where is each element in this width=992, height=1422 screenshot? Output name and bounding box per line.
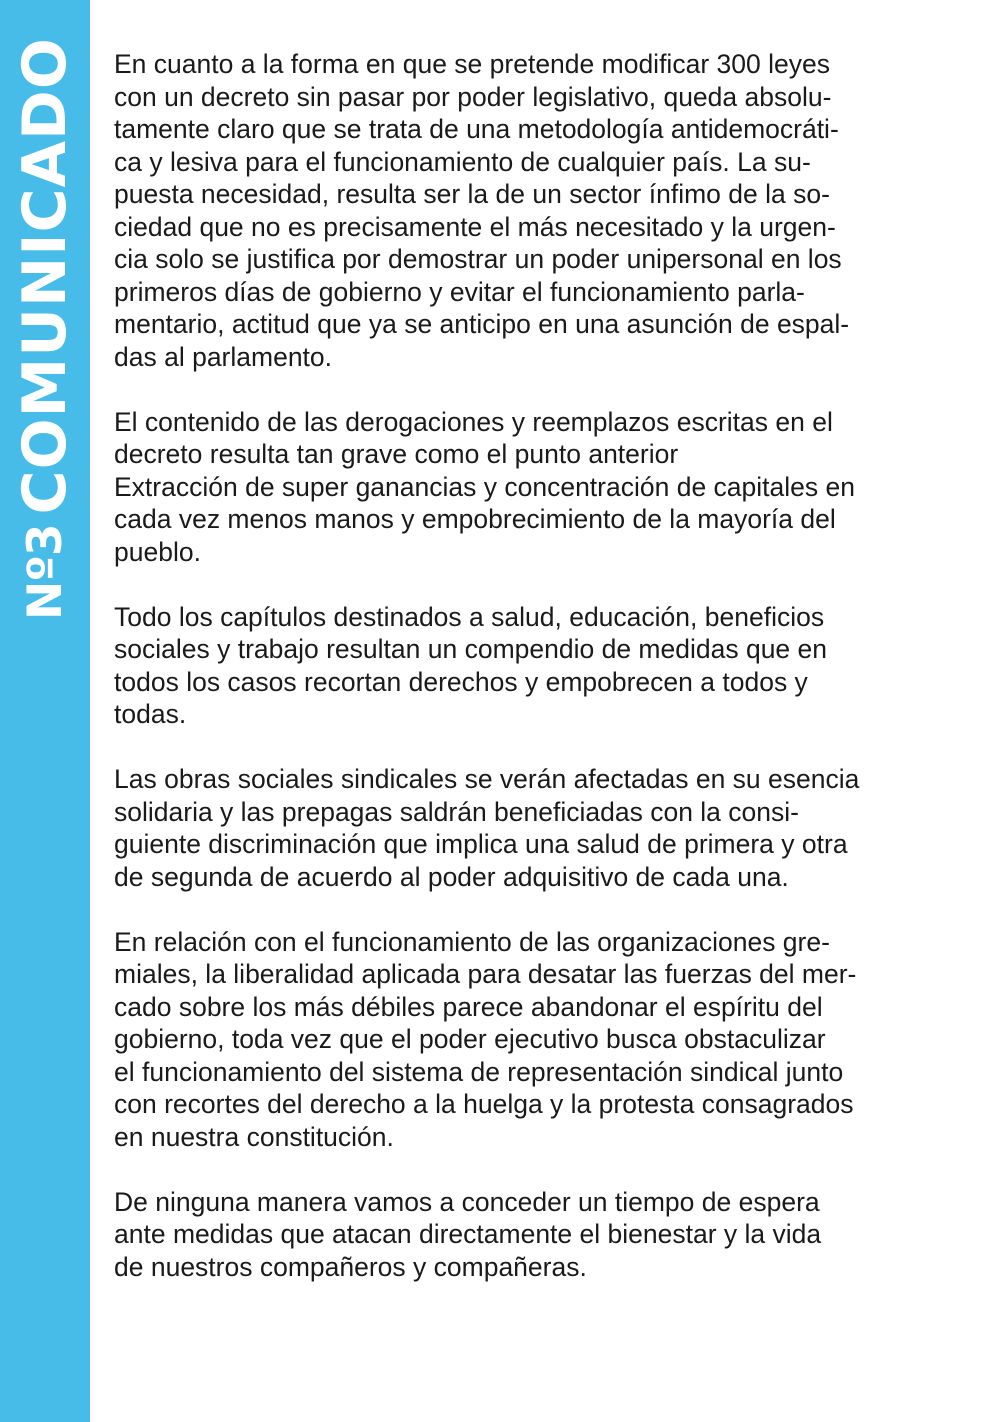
text-line: de nuestros compañeros y compañeras. <box>114 1251 587 1282</box>
text-line: cia solo se justifica por demostrar un poder unipersonal en los <box>114 244 842 274</box>
text-line: cado sobre los más débiles parece abandonar el espíritu del <box>114 991 823 1022</box>
text-line: todas. <box>114 699 187 729</box>
text-line: Extracción de super ganancias y concentración de capitales en <box>114 471 855 502</box>
text-line: Todo los capítulos destinados a salud, educación, beneficios <box>114 601 825 632</box>
text-line: das al parlamento. <box>114 341 333 372</box>
paragraph-decree-content <box>114 406 964 569</box>
sidebar-band <box>0 0 90 1422</box>
text-line: con recortes del derecho a la huelga y la protesta consagrados <box>114 1089 854 1119</box>
text-line: ca y lesiva para el funcionamiento de cualquier país. La su- <box>114 146 811 177</box>
text-line: tamente claro que se trata de una metodología antidemocráti- <box>114 114 839 144</box>
text-line: ante medidas que atacan directamente el bienestar y la vida <box>114 1219 822 1249</box>
text-line: gobierno, toda vez que el poder ejecutivo busca obstaculizar <box>114 1024 826 1054</box>
issue-number: Nº3 <box>17 524 73 620</box>
text-line: guiente discriminación que implica una salud de primera y otra <box>114 829 848 859</box>
text-line: sociales y trabajo resultan un compendio de medidas que en <box>114 634 828 664</box>
text-line: decreto resulta tan grave como el punto anterior <box>114 439 679 469</box>
text-line: en nuestra constitución. <box>114 1121 394 1152</box>
text-line: pueblo. <box>114 536 201 567</box>
text-line: En cuanto a la forma en que se pretende modificar 300 leyes <box>114 49 830 79</box>
text-line: con un decreto sin pasar por poder legislativo, queda absolu- <box>114 81 832 112</box>
sidebar-title <box>0 30 90 620</box>
text-line: todos los casos recortan derechos y empobrecen a todos y <box>114 666 808 697</box>
text-line: ciedad que no es precisamente el más necesitado y la urgen- <box>114 211 836 242</box>
text-line: De ninguna manera vamos a conceder un tiempo de espera <box>114 1186 820 1217</box>
text-line: puesta necesidad, resulta ser la de un sector ínfimo de la so- <box>114 179 830 209</box>
text-line: Las obras sociales sindicales se verán afectadas en su esencia <box>114 764 860 794</box>
text-line: miales, la liberalidad aplicada para desatar las fuerzas del mer- <box>114 959 857 989</box>
text-line: de segunda de acuerdo al poder adquisitivo de cada una. <box>114 861 789 892</box>
text-line: solidaria y las prepagas saldrán beneficiadas con la consi- <box>114 796 799 827</box>
document-body <box>114 48 964 1316</box>
paragraph-decree-method <box>114 48 964 373</box>
text-line: mentario, actitud que ya se anticipo en una asunción de espal- <box>114 309 850 339</box>
paragraph-closing-statement <box>114 1186 964 1284</box>
comunicado-heading: COMUNICADO <box>10 37 80 515</box>
paragraph-health-insurance <box>114 763 964 893</box>
paragraph-union-organizations <box>114 926 964 1154</box>
text-line: El contenido de las derogaciones y reemplazos escritas en el <box>114 406 833 437</box>
text-line: cada vez menos manos y empobrecimiento de la mayoría del <box>114 504 836 534</box>
text-line: En relación con el funcionamiento de las organizaciones gre- <box>114 926 830 957</box>
text-line: el funcionamiento del sistema de representación sindical junto <box>114 1056 844 1087</box>
text-line: primeros días de gobierno y evitar el funcionamiento parla- <box>114 276 805 307</box>
paragraph-social-chapters <box>114 601 964 731</box>
